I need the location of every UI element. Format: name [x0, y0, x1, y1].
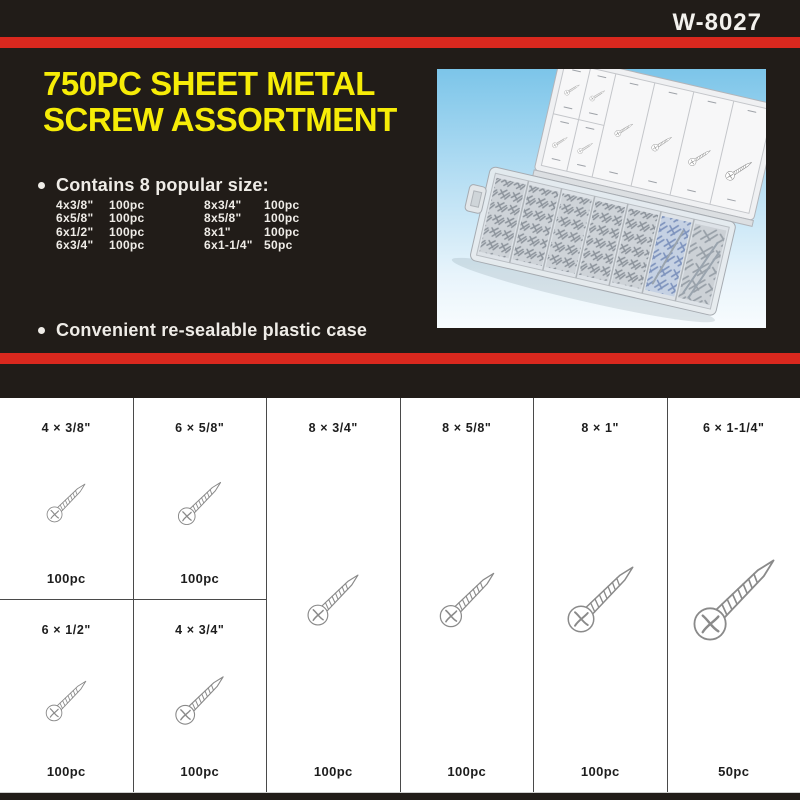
grid-cell-6x12: [0, 600, 133, 792]
size-value: 6x3/4": [56, 238, 94, 253]
screw-icon: [436, 569, 498, 631]
model-number: W-8027: [672, 9, 762, 36]
qty-value: 100pc: [264, 198, 300, 212]
qty-value: 100pc: [109, 238, 145, 253]
grid-column-3: [266, 398, 400, 792]
grid-column-4: [400, 398, 534, 792]
screw-icon: [44, 481, 88, 525]
grid-cell-4x34: [134, 600, 267, 792]
size-value: 8x5/8": [204, 211, 242, 226]
screw-icon: [304, 571, 362, 629]
size-value: 6x1/2": [56, 224, 94, 239]
qty-value: 100pc: [109, 224, 145, 239]
cell-size-label: 8 × 5/8": [442, 421, 492, 435]
cell-qty-label: 50pc: [718, 764, 750, 779]
grid-cell-8x58: [401, 398, 534, 792]
grid-cell-8x1: [534, 398, 667, 792]
product-photo: [437, 69, 766, 328]
bullet-icon: [38, 327, 45, 334]
size-grid: [0, 398, 800, 793]
bottom-black-strip: [0, 793, 800, 800]
screw-icon: [688, 554, 780, 646]
red-stripe-top: [0, 37, 800, 48]
cell-qty-label: 100pc: [46, 764, 86, 779]
qty-value: 100pc: [109, 198, 145, 212]
screw-icon: [172, 673, 227, 728]
cell-size-label: 4 × 3/8": [41, 421, 91, 435]
cell-qty-label: 100pc: [180, 764, 220, 779]
size-value: 6x1-1/4": [204, 238, 253, 253]
cell-size-label: 6 × 5/8": [175, 421, 225, 435]
cell-size-label: 4 × 3/4": [175, 623, 225, 637]
size-value: 8x3/4": [204, 198, 242, 212]
size-value: 6x5/8": [56, 211, 94, 226]
page-title: [43, 66, 397, 138]
size-value: 8x1": [204, 224, 231, 239]
grid-column-2: [133, 398, 267, 792]
grid-cell-6x114: [668, 398, 800, 792]
cell-size-label: 6 × 1/2": [41, 623, 91, 637]
screw-icon: [175, 479, 224, 528]
grid-column-6: [667, 398, 800, 792]
feature-sizes-label: Contains 8 popular size:: [56, 175, 269, 195]
qty-value: 100pc: [109, 211, 145, 226]
screw-icon: [43, 678, 89, 724]
feature-sizes: [38, 175, 269, 196]
screw-icon: [563, 562, 638, 637]
cell-qty-label: 100pc: [46, 571, 86, 586]
size-list: [56, 199, 324, 253]
grid-column-5: [533, 398, 667, 792]
qty-value: 100pc: [264, 211, 300, 226]
bullet-icon: [38, 182, 45, 189]
cell-size-label: 8 × 3/4": [308, 421, 358, 435]
cell-size-label: 8 × 1": [581, 421, 620, 435]
grid-cell-8x34: [267, 398, 400, 792]
qty-value: 50pc: [264, 238, 293, 253]
grid-cell-6x58: [134, 398, 267, 600]
cell-qty-label: 100pc: [313, 764, 353, 779]
cell-qty-label: 100pc: [180, 571, 220, 586]
grid-column-1: [0, 398, 133, 792]
title-line1: 750PC SHEET METAL: [43, 65, 375, 102]
feature-case: [38, 320, 367, 341]
header-section: [0, 0, 800, 398]
qty-value: 100pc: [264, 224, 300, 239]
title-line2: SCREW ASSORTMENT: [43, 101, 397, 138]
grid-cell-4x38: [0, 398, 133, 600]
cell-size-label: 6 × 1-1/4": [702, 421, 765, 435]
cell-qty-label: 100pc: [447, 764, 487, 779]
cell-qty-label: 100pc: [580, 764, 620, 779]
size-value: 4x3/8": [56, 198, 94, 212]
feature-case-label: Convenient re-sealable plastic case: [56, 320, 368, 340]
red-stripe-bottom: [0, 353, 800, 364]
